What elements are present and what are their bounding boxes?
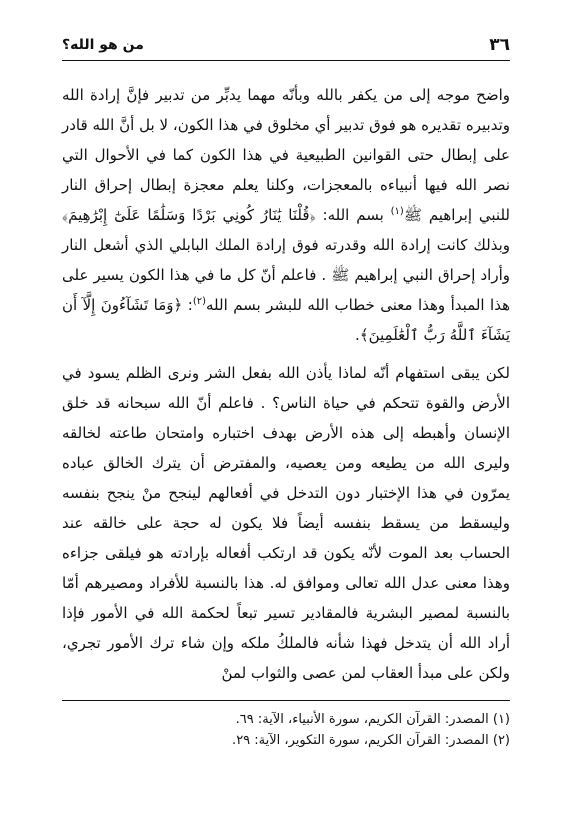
- paragraph-1-text-c: : ﴿وَمَا تَشَآءُونَ إِلَّآ أَن يَشَآءَ ٱللَّهُ رَبُّ ٱلْعَٰلَمِينَ﴾.: [62, 296, 510, 344]
- footnote-1: (١) المصدر: القرآن الكريم، سورة الأنبياء، الآية: ٦٩.: [235, 712, 510, 727]
- page-header: [62, 34, 510, 61]
- footnote-ref-2: (٢): [192, 296, 206, 307]
- paragraph-1-text-a: واضح موجه إلى من يكفر بالله وبأنّه مهما يدبِّر من تدبير فإنَّ إرادة الله وتدبيره تقديره هو فوق تدبير أي مخلوق في هذا الكون، لا بل أنَّ الله قادر على إبطال حتى القوانين الطبيعية في هذا الكون كما في الأحوال التي نصر الله فيها أنبياءه بالمعجزات، وكلنا يعلم معجزة إبطال إحراق النار للنبي إبراهيم ﷺ: [62, 86, 510, 224]
- paragraph-1-text-b: بسم الله: ﴿قُلْنَا يَٰنَارُ كُونِي بَرْدًا وَسَلَٰمًا عَلَىٰٓ إِبْرَٰهِيمَ﴾ وبذلك كانت إرادة الله وقدرته فوق إرادة الملك البابلي الذي أشعل النار وأراد إحراق النبي إبراهيم ﷺ . فاعلم أنّ كل ما في هذا الكون يسير على هذا المبدأ وهذا معنى خطاب الله للبشر بسم الله: [62, 206, 510, 314]
- paragraph-2: لكن يبقى استفهام أنّه لماذا يأذن الله بفعل الشر ونرى الظلم يسود في الأرض والقوة تتحكم في حياة الناس؟ . فاعلم أنّ الله سبحانه قد خلق الإنسان وأهبطه إلى هذه الأرض بهدف اختباره وامتحان طاعته لخالقه وليرى الله من يطيعه ومن يعصيه، والمفترض أن يترك الخالق عباده يمرّون في هذا الإختبار دون التدخل في أفعالهم لينجح منْ ينجح بنفسه وليسقط من يسقط بنفسه أيضاً فلا يكون له حجة على خالقه عند الحساب بعد الموت لأنّه يكون قد ارتكب أفعاله بإرادته هو فيلقى جزاءه وهذا معنى عدل الله تعالى وموافق له. هذا بالنسبة للأفراد ومصيرهم أمّا بالنسبة لمصير البشرية فالمقادير تسير تبعاً لحكمة الله في الأمور فإذا أراد الله أن يتدخل فهذا شأنه فالملكُ ملكه وإن شاء ترك الأمور تجري، ولكن على مبدأ العقاب لمن عصى والثواب لمنْ: [62, 364, 510, 682]
- page-body: [62, 80, 510, 688]
- footnote-2: (٢) المصدر: القرآن الكريم، سورة التكوير، الآية: ٢٩.: [232, 733, 510, 748]
- paragraph-1: [62, 80, 510, 350]
- footnote-ref-1: (١): [390, 206, 404, 217]
- running-title: من هو الله؟: [62, 37, 144, 53]
- footnotes: [62, 700, 510, 751]
- page-number: ٣٦: [489, 35, 510, 55]
